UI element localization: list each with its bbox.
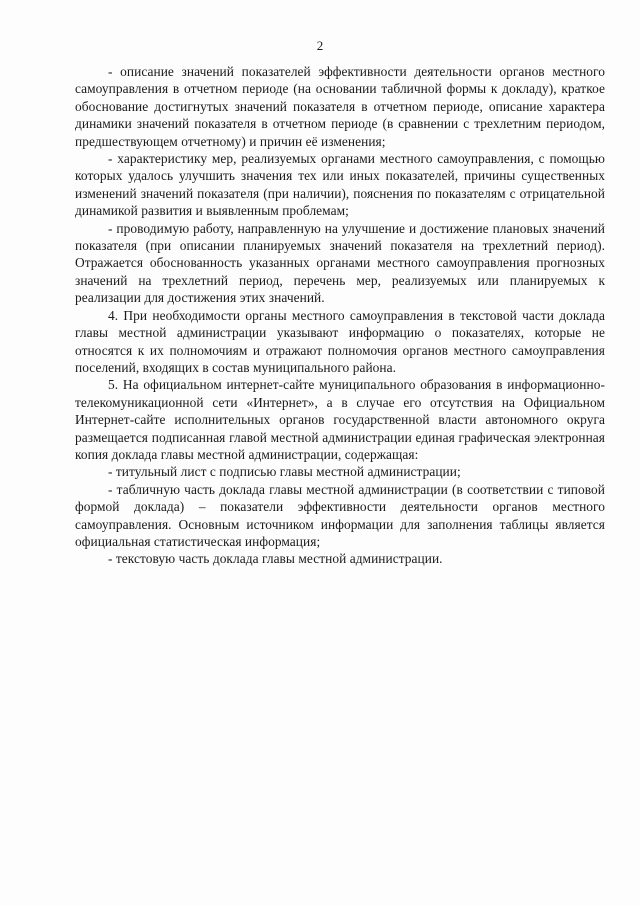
paragraph-item-4: 4. При необходимости органы местного самоуправления в текстовой части доклада главы местной администрации указывают информацию о показателях, которые не относятся к их полномочиям и отражают полномочия органов местного самоуправления поселений, входящих в состав муниципального района. [75, 307, 605, 375]
paragraph-item-5: 5. На официальном интернет-сайте муниципального образования в информационно-телекомуникационной сети «Интернет», а в случае его отсутствия на Официальном Интернет-сайте исполнительных органов государственной власти автономного округа размещается подписанная главой местной администрации единая графическая электронная копия доклада главы местной администрации, содержащая: [75, 377, 605, 462]
list-item-table-part: - табличную часть доклада главы местной администрации (в соответствии с типовой формой доклада) – показатели эффективности деятельности органов местного самоуправления. Основным источником информации для заполнения таблицы является официальная статистическая информация; [75, 481, 605, 549]
paragraph-planned-work: - проводимую работу, направленную на улучшение и достижение плановых значений показателя (при описании планируемых значений показателя на трехлетний период). Отражается обоснованность указанных органами местного самоуправления прогнозных значений на трехлетний период, перечень мер, реализуемых или планируемых к реализации для достижения этих значений. [75, 220, 605, 306]
list-item-text-part: - текстовую часть доклада главы местной администрации. [108, 551, 443, 567]
paragraph-measures: - характеристику мер, реализуемых органами местного самоуправления, с помощью которых удалось улучшить значения тех или иных показателей, причины существенных изменений значений показателя (при наличии), пояснения по показателям с отрицательной динамикой развития и выявленным проблемам; [75, 151, 605, 219]
document-body [75, 63, 605, 568]
page-number: 2 [316, 38, 324, 53]
paragraph-indicator-description: - описание значений показателей эффективности деятельности органов местного самоуправления в отчетном периоде (на основании табличной формы к докладу), краткое обоснование достигнутых значений показателя в отчетном периоде, описание характера динамики значений показателя в отчетном периоде (в сравнении с трехлетним периодом, предшествующем отчетному) и причин её изменения; [75, 64, 605, 149]
list-item-title-page: - титульный лист с подписью главы местной администрации; [108, 464, 461, 480]
